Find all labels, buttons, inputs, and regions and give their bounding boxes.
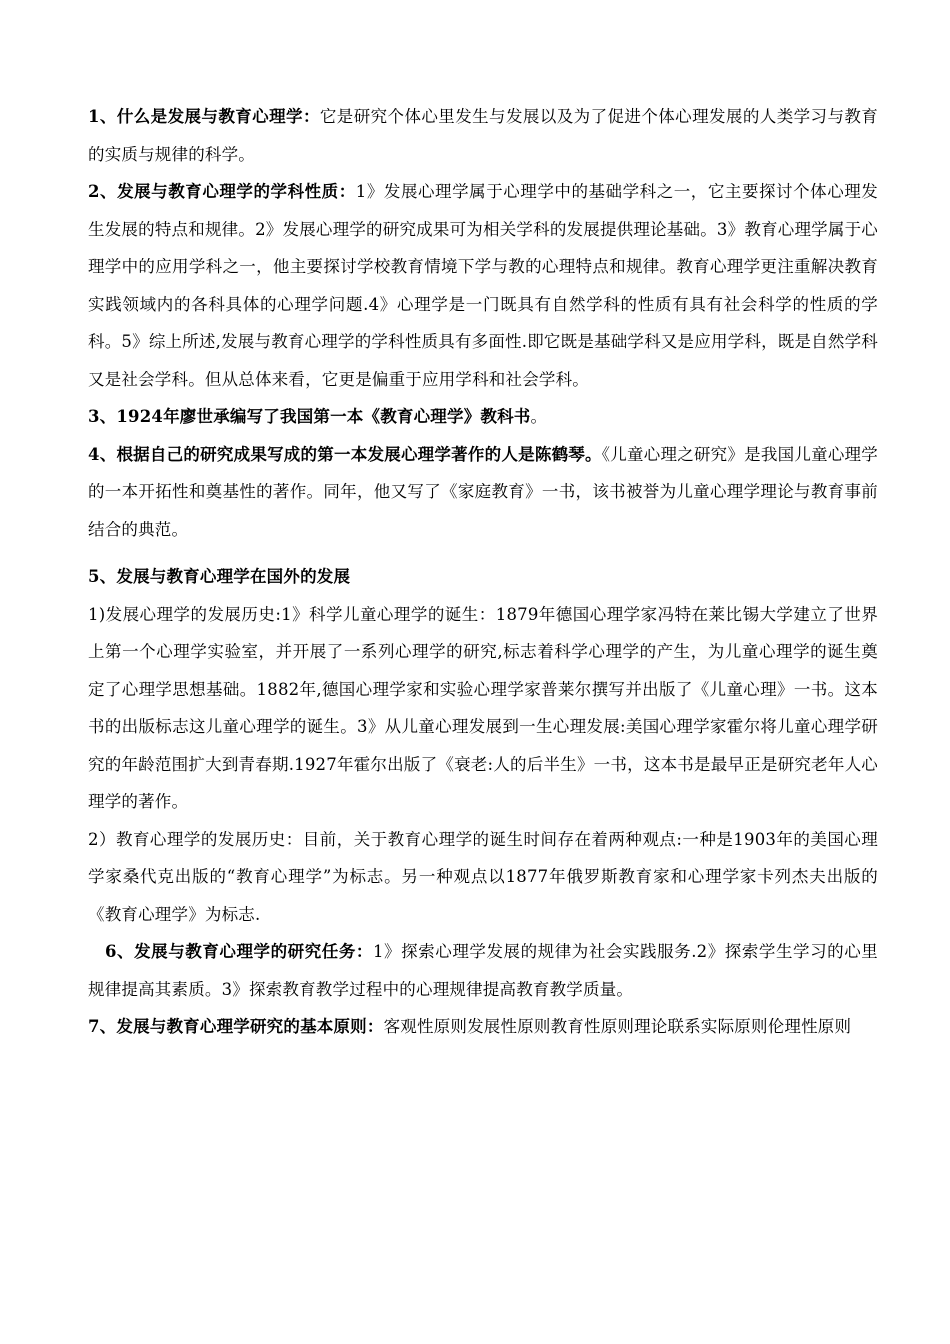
paragraph-heading: 4、根据自己的研究成果写成的第一本发展心理学著作的人是陈鹤琴。 bbox=[88, 444, 602, 464]
paragraph-text: 。 bbox=[530, 407, 548, 426]
paragraph-text: 客观性原则发展性原则教育性原则理论联系实际原则伦理性原则 bbox=[383, 1017, 852, 1036]
paragraph-2-nature bbox=[88, 173, 878, 398]
document-body bbox=[88, 98, 878, 1046]
paragraph-text: 它是研究个体心里发生与发展以及为了促进个体心理发展的人类学习与教育的实质与规律的科学。 bbox=[88, 107, 878, 164]
paragraph-text: 2）教育心理学的发展历史：目前，关于教育心理学的诞生时间存在着两种观点:一种是1903年的美国心理学家桑代克出版的“教育心理学”为标志。另一种观点以1877年俄罗斯教育家和心理学家卡列杰夫出版的《教育心理学》为标志. bbox=[88, 829, 878, 924]
paragraph-text: 1)发展心理学的发展历史:1》科学儿童心理学的诞生：1879年德国心理学家冯特在莱比锡大学建立了世界上第一个心理学实验室，并开展了一系列心理学的研究,标志着科学心理学的产生，为儿童心理学的诞生奠定了心理学思想基础。1882年,德国心理学家和实验心理学家普莱尔撰写并出版了《儿童心理》一书。这本书的出版标志这儿童心理学的诞生。3》从儿童心理发展到一生心理发展:美国心理学家霍尔将儿童心理学研究的年龄范围扩大到青春期.1927年霍尔出版了《衰老:人的后半生》一书，这本书是最早正是研究老年人心理学的著作。 bbox=[88, 604, 878, 811]
paragraph-heading: 3、1924年廖世承编写了我国第一本《教育心理学》教科书 bbox=[88, 407, 531, 426]
paragraph-7-principles bbox=[88, 1008, 878, 1046]
paragraph-5-1-developmental-history bbox=[88, 596, 878, 821]
paragraph-heading: 2、发展与教育心理学的学科性质： bbox=[88, 182, 356, 201]
paragraph-heading: 5、发展与教育心理学在国外的发展 bbox=[88, 567, 351, 586]
paragraph-4-chen-heqin bbox=[88, 436, 878, 549]
paragraph-text: 1》发展心理学属于心理学中的基础学科之一，它主要探讨个体心理发生发展的特点和规律。2》发展心理学的研究成果可为相关学科的发展提供理论基础。3》教育心理学属于心理学中的应用学科之一，他主要探讨学校教育情境下学与教的心理特点和规律。教育心理学更注重解决教育实践领域内的各科具体的心理学问题.4》心理学是一门既具有自然学科的性质有具有社会科学的性质的学科。5》综上所述,发展与教育心理学的学科性质具有多面性.即它既是基础学科又是应用学科，既是自然学科又是社会学科。但从总体来看，它更是偏重于应用学科和社会学科。 bbox=[88, 182, 879, 389]
paragraph-text: 1》探索心理学发展的规律为社会实践服务.2》探索学生学习的心里规律提高其素质。3》探索教育教学过程中的心理规律提高教育教学质量。 bbox=[88, 942, 878, 999]
paragraph-6-tasks bbox=[88, 933, 878, 1008]
paragraph-heading: 6、发展与教育心理学的研究任务： bbox=[105, 942, 373, 961]
paragraph-text: 《儿童心理之研究》是我国儿童心理学的一本开拓性和奠基性的著作。同年，他又写了《家庭教育》一书，该书被誉为儿童心理学理论与教育事前结合的典范。 bbox=[88, 444, 878, 539]
paragraph-5-heading bbox=[88, 558, 878, 596]
paragraph-heading: 1、什么是发展与教育心理学： bbox=[88, 107, 320, 126]
paragraph-1-definition bbox=[88, 98, 878, 173]
paragraph-heading: 7、发展与教育心理学研究的基本原则： bbox=[88, 1017, 384, 1036]
paragraph-3-textbook bbox=[88, 398, 878, 436]
paragraph-5-2-educational-history bbox=[88, 821, 878, 934]
